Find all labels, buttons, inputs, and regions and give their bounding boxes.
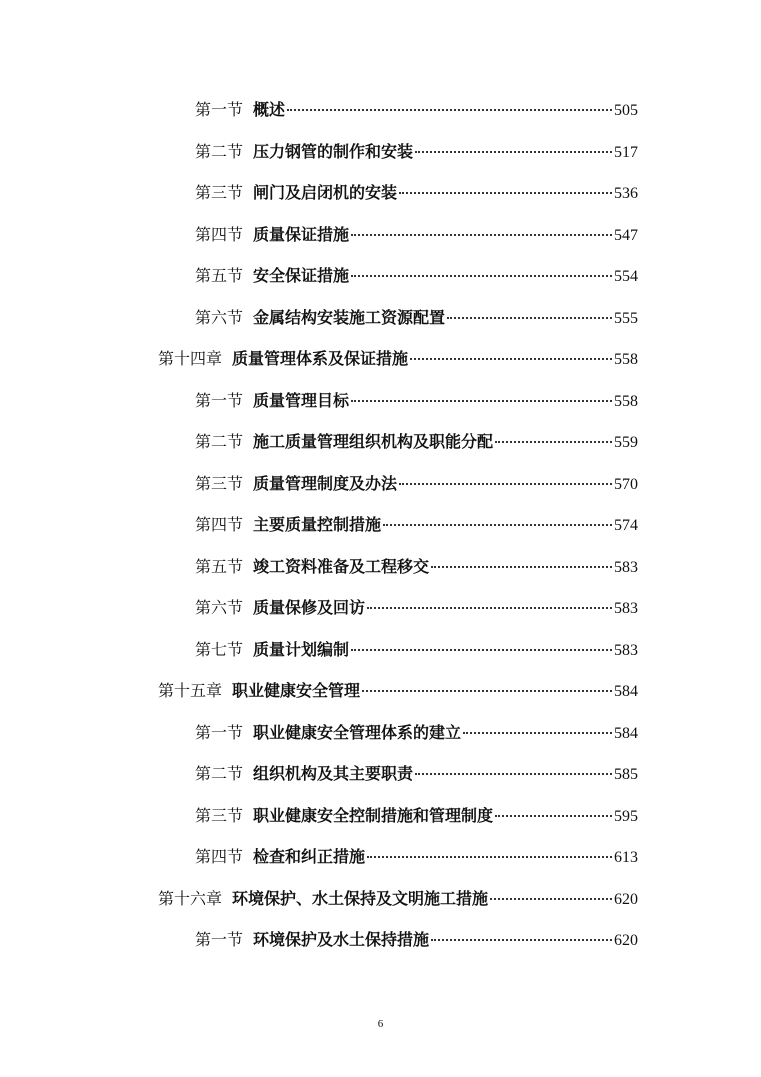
toc-entry-page: 558 <box>614 351 638 369</box>
toc-entry-title: 环境保护及水土保持措施 <box>253 930 430 950</box>
toc-entry-title: 竣工资料准备及工程移交 <box>253 556 430 576</box>
toc-entry-page: 554 <box>614 268 638 286</box>
toc-entry-content <box>195 637 638 660</box>
dot-leader <box>463 732 612 734</box>
toc-section-entry[interactable] <box>0 835 761 877</box>
toc-entry-content <box>195 803 638 826</box>
toc-entry-label: 第三节 <box>195 805 244 825</box>
toc-section-entry[interactable] <box>0 379 761 421</box>
toc-entry-content <box>195 761 638 784</box>
toc-entry-label: 第一节 <box>195 100 244 120</box>
toc-entry-label: 第五节 <box>195 266 244 286</box>
dot-leader <box>447 317 612 319</box>
dot-leader <box>383 524 612 526</box>
dot-leader <box>287 109 612 111</box>
toc-entry-title: 金属结构安装施工资源配置 <box>253 307 446 327</box>
toc-entry-title: 施工质量管理组织机构及职能分配 <box>253 432 494 452</box>
toc-entry-content <box>195 180 638 203</box>
dot-leader <box>399 192 612 194</box>
toc-entry-page: 583 <box>614 558 638 576</box>
toc-chapter-entry[interactable] <box>0 337 761 379</box>
toc-section-entry[interactable] <box>0 545 761 587</box>
toc-entry-label: 第一节 <box>195 722 244 742</box>
toc-entry-title: 质量计划编制 <box>253 639 350 659</box>
toc-entry-page: 583 <box>614 600 638 618</box>
toc-entry-label: 第一节 <box>195 930 244 950</box>
toc-section-entry[interactable] <box>0 88 761 130</box>
toc-entry-content <box>195 720 638 743</box>
toc-entry-label: 第六节 <box>195 307 244 327</box>
toc-entry-content <box>195 429 638 452</box>
toc-chapter-entry[interactable] <box>0 669 761 711</box>
toc-entry-title: 职业健康安全控制措施和管理制度 <box>253 805 494 825</box>
toc-section-entry[interactable] <box>0 586 761 628</box>
toc-entry-page: 558 <box>614 392 638 410</box>
dot-leader <box>399 483 612 485</box>
toc-entry-label: 第二节 <box>195 141 244 161</box>
toc-section-entry[interactable] <box>0 503 761 545</box>
toc-entry-page: 547 <box>614 226 638 244</box>
dot-leader <box>351 234 612 236</box>
dot-leader <box>351 275 612 277</box>
dot-leader <box>431 566 612 568</box>
toc-entry-title: 压力钢管的制作和安装 <box>253 141 414 161</box>
toc-entry-label: 第五节 <box>195 556 244 576</box>
dot-leader <box>415 151 612 153</box>
toc-entry-content <box>195 471 638 494</box>
toc-section-entry[interactable] <box>0 628 761 670</box>
dot-leader <box>495 815 612 817</box>
toc-entry-title: 组织机构及其主要职责 <box>253 764 414 784</box>
toc-entry-content <box>158 346 638 369</box>
toc-entry-title: 质量管理目标 <box>253 390 350 410</box>
toc-entry-title: 质量管理体系及保证措施 <box>232 349 409 369</box>
toc-section-entry[interactable] <box>0 918 761 960</box>
dot-leader <box>362 690 612 692</box>
toc-entry-page: 570 <box>614 475 638 493</box>
dot-leader <box>431 939 612 941</box>
toc-entry-content <box>158 886 638 909</box>
dot-leader <box>351 649 612 651</box>
table-of-contents <box>0 88 761 960</box>
toc-entry-page: 574 <box>614 517 638 535</box>
toc-section-entry[interactable] <box>0 213 761 255</box>
toc-entry-page: 555 <box>614 309 638 327</box>
toc-entry-title: 职业健康安全管理 <box>232 681 361 701</box>
dot-leader <box>351 400 612 402</box>
toc-entry-label: 第二节 <box>195 432 244 452</box>
toc-entry-label: 第六节 <box>195 598 244 618</box>
toc-entry-title: 概述 <box>253 100 286 120</box>
toc-entry-content <box>195 263 638 286</box>
toc-entry-content <box>195 97 638 120</box>
toc-entry-label: 第七节 <box>195 639 244 659</box>
dot-leader <box>490 898 612 900</box>
toc-entry-content <box>195 595 638 618</box>
toc-entry-page: 620 <box>614 890 638 908</box>
toc-entry-page: 584 <box>614 724 638 742</box>
toc-section-entry[interactable] <box>0 254 761 296</box>
dot-leader <box>367 607 612 609</box>
toc-entry-content <box>195 305 638 328</box>
toc-entry-title: 安全保证措施 <box>253 266 350 286</box>
toc-entry-title: 质量保修及回访 <box>253 598 366 618</box>
toc-section-entry[interactable] <box>0 711 761 753</box>
toc-entry-label: 第十六章 <box>158 888 223 908</box>
toc-entry-title: 检查和纠正措施 <box>253 847 366 867</box>
toc-entry-page: 517 <box>614 143 638 161</box>
toc-entry-content <box>195 512 638 535</box>
toc-section-entry[interactable] <box>0 296 761 338</box>
toc-section-entry[interactable] <box>0 130 761 172</box>
dot-leader <box>410 358 612 360</box>
toc-entry-title: 环境保护、水土保持及文明施工措施 <box>232 888 489 908</box>
toc-entry-label: 第十四章 <box>158 349 223 369</box>
toc-entry-title: 职业健康安全管理体系的建立 <box>253 722 462 742</box>
toc-entry-page: 536 <box>614 185 638 203</box>
dot-leader <box>495 441 612 443</box>
toc-entry-title: 质量管理制度及办法 <box>253 473 398 493</box>
toc-entry-title: 闸门及启闭机的安装 <box>253 183 398 203</box>
toc-entry-title: 质量保证措施 <box>253 224 350 244</box>
toc-entry-content <box>195 222 638 245</box>
toc-section-entry[interactable] <box>0 794 761 836</box>
dot-leader <box>367 856 612 858</box>
toc-chapter-entry[interactable] <box>0 877 761 919</box>
toc-entry-label: 第三节 <box>195 473 244 493</box>
dot-leader <box>415 773 612 775</box>
toc-entry-label: 第四节 <box>195 224 244 244</box>
toc-entry-content <box>195 844 638 867</box>
toc-section-entry[interactable] <box>0 171 761 213</box>
toc-entry-label: 第三节 <box>195 183 244 203</box>
toc-entry-label: 第十五章 <box>158 681 223 701</box>
toc-entry-content <box>158 678 638 701</box>
toc-entry-label: 第四节 <box>195 847 244 867</box>
toc-entry-page: 559 <box>614 434 638 452</box>
toc-entry-page: 505 <box>614 102 638 120</box>
toc-entry-page: 584 <box>614 683 638 701</box>
page-number: 6 <box>377 1018 384 1030</box>
toc-entry-content <box>195 554 638 577</box>
toc-entry-page: 585 <box>614 766 638 784</box>
toc-section-entry[interactable] <box>0 752 761 794</box>
toc-entry-title: 主要质量控制措施 <box>253 515 382 535</box>
toc-entry-label: 第二节 <box>195 764 244 784</box>
toc-section-entry[interactable] <box>0 420 761 462</box>
toc-entry-page: 613 <box>614 849 638 867</box>
toc-entry-label: 第四节 <box>195 515 244 535</box>
toc-entry-page: 583 <box>614 641 638 659</box>
toc-entry-label: 第一节 <box>195 390 244 410</box>
toc-entry-page: 595 <box>614 807 638 825</box>
toc-entry-content <box>195 388 638 411</box>
toc-entry-content <box>195 139 638 162</box>
toc-entry-page: 620 <box>614 932 638 950</box>
toc-section-entry[interactable] <box>0 462 761 504</box>
toc-entry-content <box>195 927 638 950</box>
